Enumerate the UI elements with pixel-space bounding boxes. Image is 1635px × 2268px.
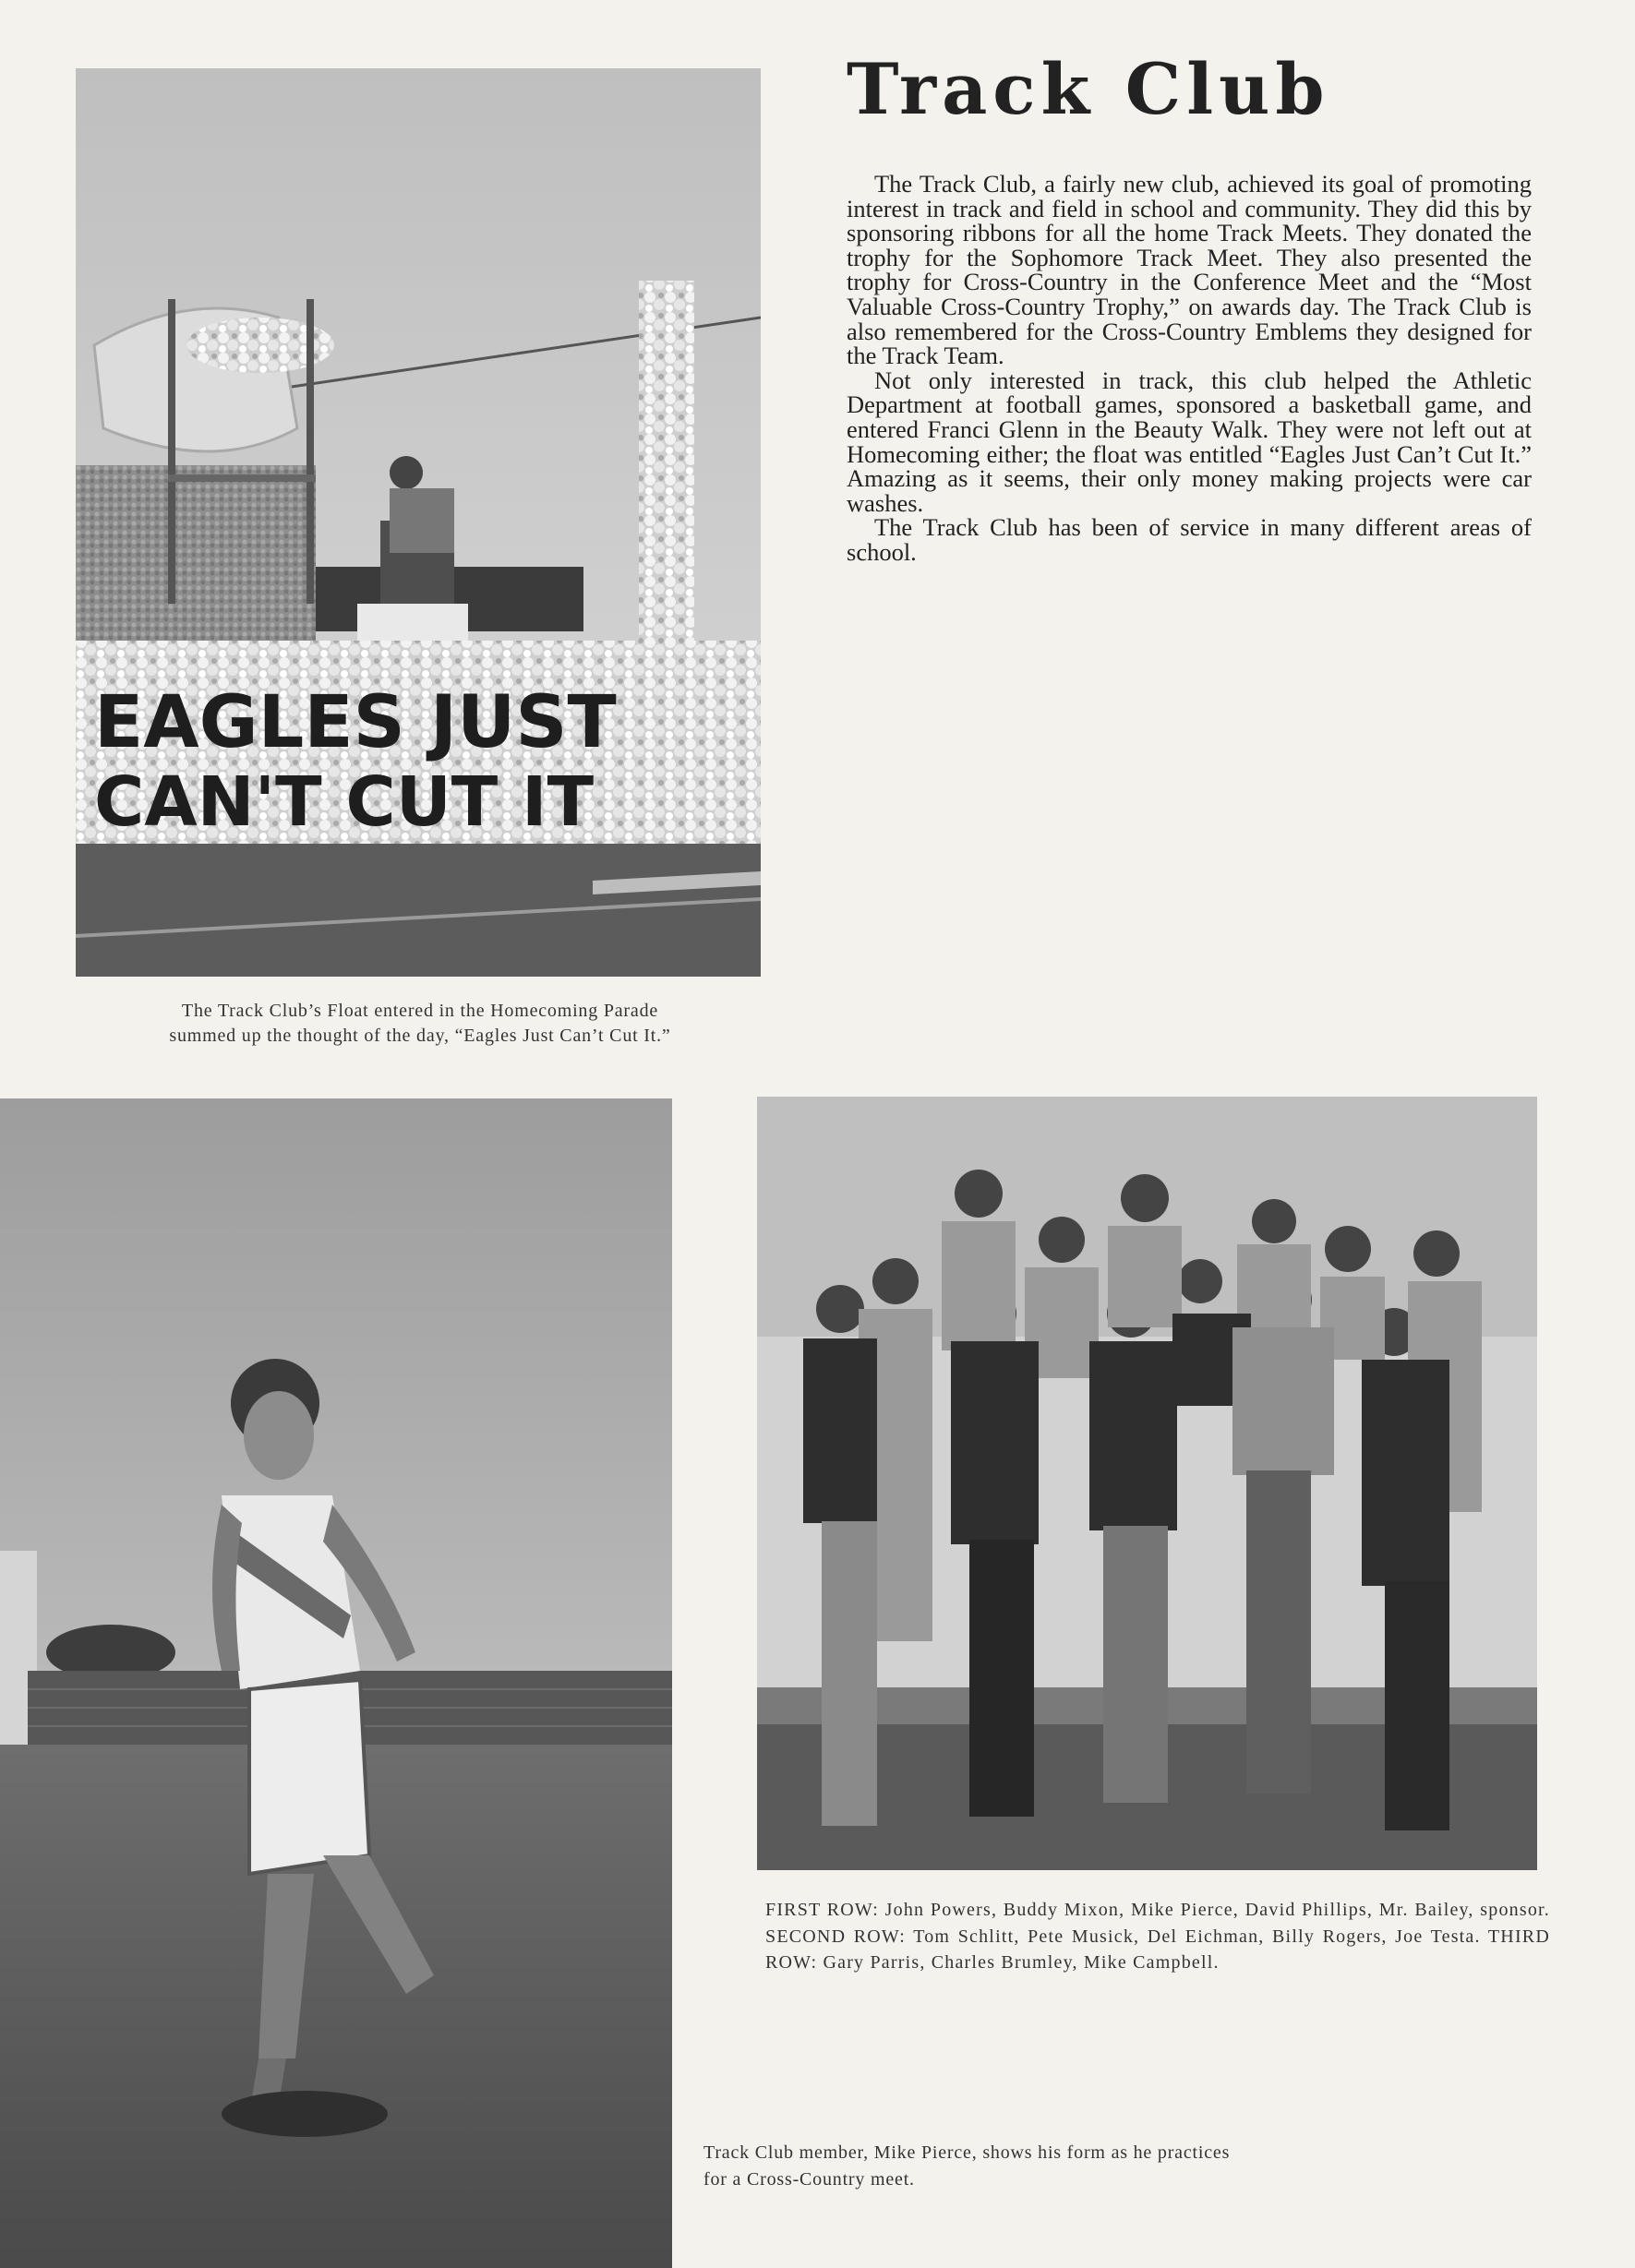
runner-photo-caption — [703, 2140, 1442, 2192]
runner-photo-image — [0, 1098, 672, 2268]
float-photo-image — [76, 68, 761, 977]
runner-photo — [0, 1098, 672, 2268]
page-title: Track Club — [847, 48, 1330, 130]
caption-line: Track Club member, Mike Pierce, shows his form as he practices — [703, 2142, 1231, 2163]
group-photo — [757, 1097, 1537, 1870]
caption-line: The Track Club’s Float entered in the Homecoming Parade — [181, 1001, 659, 1021]
body-paragraph: The Track Club has been of service in many different areas of school. — [847, 513, 1532, 566]
group-photo-caption — [765, 1897, 1550, 1976]
homecoming-float-photo — [76, 68, 761, 977]
caption-text: FIRST ROW: John Powers, Buddy Mixon, Mike Pierce, David Phillips, Mr. Bailey, sponsor. SECOND ROW: Tom Schlitt, Pete Musick, Del Eichman, Billy Rogers, Joe Testa. THIRD ROW: Gary Parris, Charles Brumley, Mike Campbell. — [765, 1900, 1550, 1973]
body-paragraph: The Track Club, a fairly new club, achieved its goal of promoting interest in track and field in school and community. They did this by sponsoring ribbons for all the home Track Meets. They donated the trophy for the Sophomore Track Meet. They also presented the trophy for Cross-Country in the Conference Meet and the “Most Valuable Cross-Country Trophy,” on awards day. The Track Club is also remembered for the Cross-Country Emblems they designed for the Track Team. — [847, 170, 1532, 370]
article-body — [847, 172, 1532, 565]
float-banner-line-1: EAGLES JUST — [94, 681, 617, 764]
caption-line: summed up the thought of the day, “Eagles Just Can’t Cut It.” — [169, 1026, 671, 1046]
group-photo-image — [757, 1097, 1537, 1870]
float-banner-line-2: CAN'T CUT IT — [94, 762, 595, 842]
body-paragraph: Not only interested in track, this club helped the Athletic Department at football games, sponsored a basketball game, and entered Franci Glenn in the Beauty Walk. They were not left out at Homecoming either; the float was entitled “Eagles Just Can’t Cut It.” Amazing as it seems, their only money making projects were car washes. — [847, 366, 1532, 517]
float-photo-caption — [76, 999, 764, 1049]
caption-line: for a Cross-Country meet. — [703, 2168, 915, 2190]
